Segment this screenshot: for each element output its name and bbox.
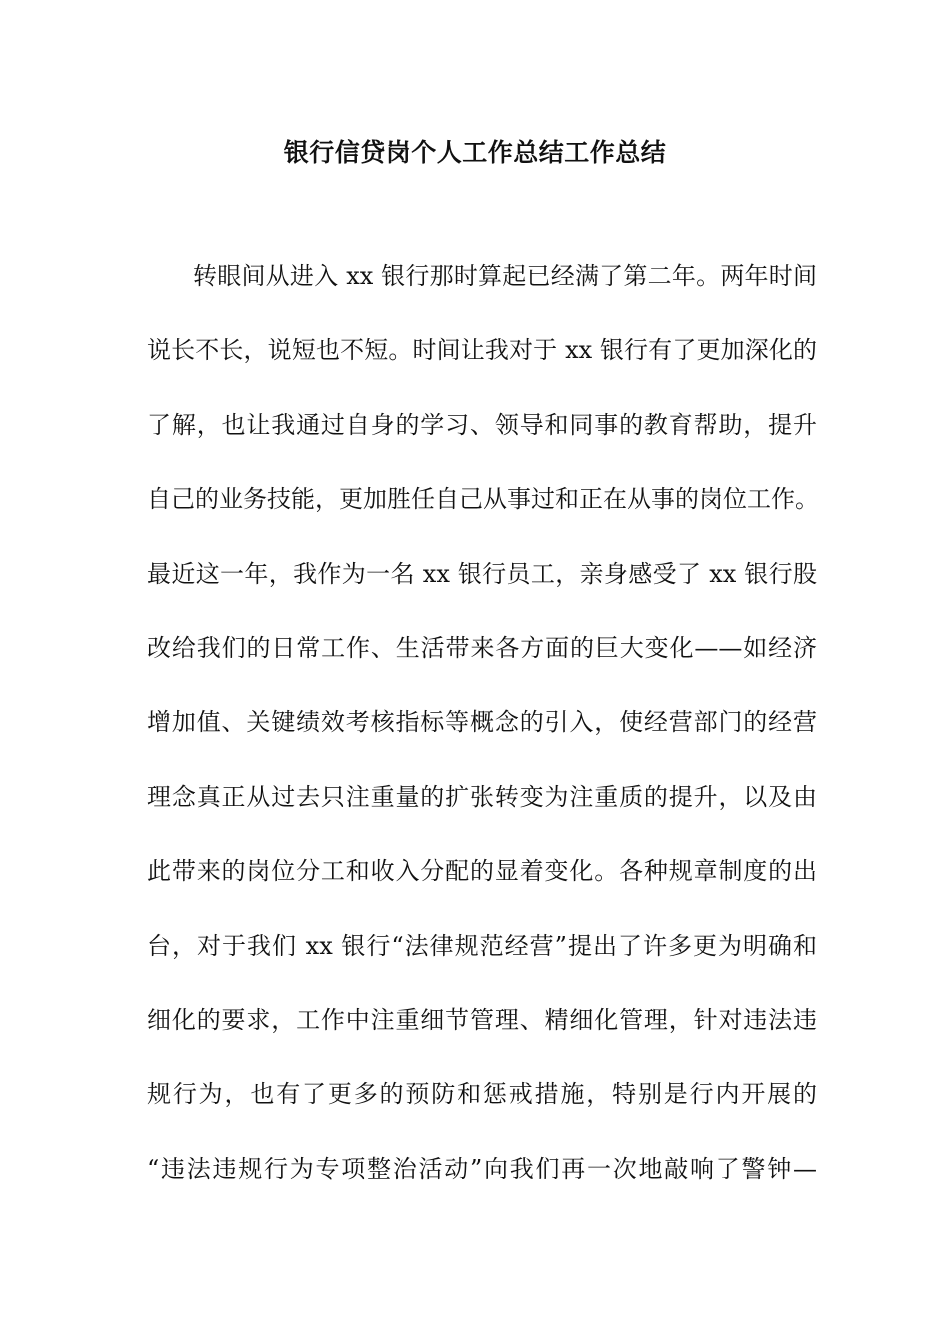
- body-line: 此带来的岗位分工和收入分配的显着变化。各种规章制度的出: [147, 857, 817, 886]
- document-body: [147, 252, 817, 1219]
- body-line: 自己的业务技能，更加胜任自己从事过和正在从事的岗位工作。: [147, 485, 819, 514]
- body-line: 理念真正从过去只注重量的扩张转变为注重质的提升，以及由: [147, 782, 817, 811]
- body-line: 了解，也让我通过自身的学习、领导和同事的教育帮助，提升: [147, 410, 817, 439]
- body-line: 增加值、关键绩效考核指标等概念的引入，使经营部门的经营: [147, 708, 817, 737]
- body-line: 规行为，也有了更多的预防和惩戒措施，特别是行内开展的: [147, 1080, 817, 1109]
- body-line: “违法违规行为专项整治活动”向我们再一次地敲响了警钟—: [147, 1154, 817, 1183]
- body-line: 说长不长，说短也不短。时间让我对于 xx 银行有了更加深化的: [147, 336, 817, 365]
- body-line: 改给我们的日常工作、生活带来各方面的巨大变化——如经济: [147, 633, 817, 662]
- body-line: 台，对于我们 xx 银行“法律规范经营”提出了许多更为明确和: [147, 931, 817, 960]
- body-line: 转眼间从进入 xx 银行那时算起已经满了第二年。两年时间: [193, 262, 817, 290]
- body-line: 细化的要求，工作中注重细节管理、精细化管理，针对违法违: [147, 1005, 817, 1034]
- document-title: 银行信贷岗个人工作总结工作总结: [283, 138, 667, 167]
- body-line: 最近这一年，我作为一名 xx 银行员工，亲身感受了 xx 银行股: [147, 559, 817, 588]
